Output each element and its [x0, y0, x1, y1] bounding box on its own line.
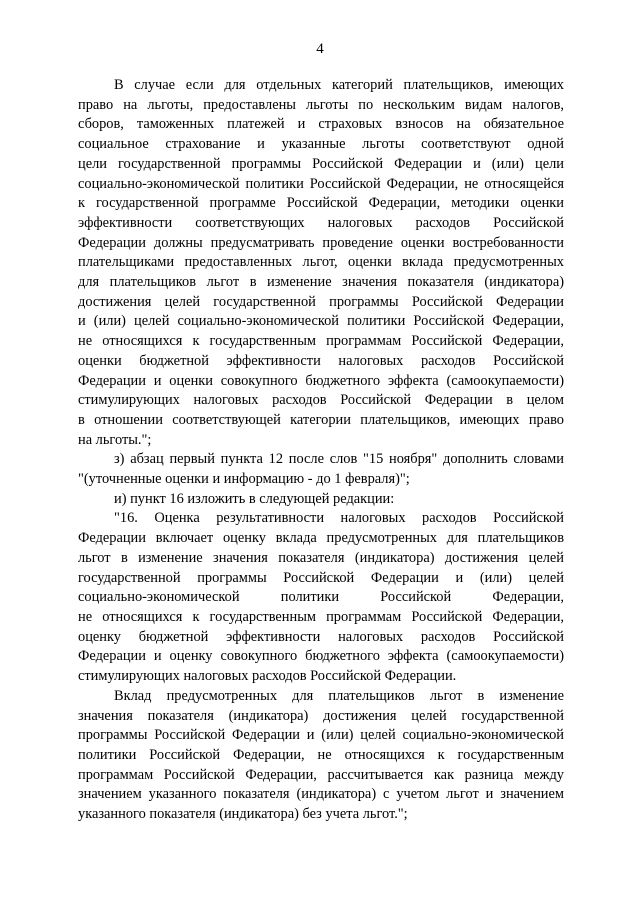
text-line: оценку бюджетной эффективности налоговых расходов Российской [78, 628, 564, 645]
page-number: 4 [316, 41, 324, 57]
text-line: Вклад предусмотренных для плательщиков льгот в изменение [114, 687, 564, 704]
paragraph [78, 450, 564, 489]
text-line: указанного показателя (индикатора) без учета льгот."; [78, 806, 408, 823]
text-line: Федерации и оценки совокупного бюджетного эффекта (самоокупаемости) [78, 372, 564, 389]
text-line: и) пункт 16 изложить в следующей редакции: [114, 490, 395, 507]
text-line: эффективности соответствующих налоговых расходов Российской [78, 214, 564, 231]
text-line: не относящихся к государственным программам Российской Федерации, [78, 608, 564, 625]
text-line: социальное страхование и указанные льготы соответствуют одной [78, 136, 564, 153]
text-line: программы Российской Федерации и (или) целей социально-экономической [78, 727, 564, 744]
text-line: государственной программы Российской Федерации и (или) целей [78, 569, 564, 586]
text-line: стимулирующих налоговых расходов Российской Федерации. [78, 668, 457, 685]
text-line: на льготы."; [78, 431, 152, 448]
text-line: право на льготы, предоставлены льготы по нескольким видам налогов, [78, 96, 564, 113]
text-line: оценки бюджетной эффективности налоговых расходов Российской [78, 352, 564, 369]
text-line: для плательщиков льгот в изменение значения показателя (индикатора) [78, 274, 564, 291]
text-line: программам Российской Федерации, рассчитывается как разница между [78, 766, 564, 783]
text-line: политики Российской Федерации, не относящихся к государственным [78, 746, 564, 763]
paragraph [78, 687, 564, 825]
text-line: В случае если для отдельных категорий плательщиков, имеющих [114, 77, 564, 93]
text-line: не относящихся к государственным программам Российской Федерации, [78, 333, 564, 350]
text-line: и (или) целей социально-экономической политики Российской Федерации, [78, 313, 564, 330]
document-body [78, 76, 564, 825]
text-line: в отношении соответствующей категории плательщиков, имеющих право [78, 411, 564, 428]
text-line: плательщиками предоставленных льгот, оценки вклада предусмотренных [78, 254, 564, 271]
text-line: Федерации включает оценку вклада предусмотренных для плательщиков [78, 530, 564, 547]
text-line: Федерации должны предусматривать проведение оценки востребованности [78, 234, 564, 251]
text-line: "(уточненные оценки и информацию - до 1 февраля)"; [78, 471, 410, 488]
paragraph [78, 76, 564, 450]
text-line: з) абзац первый пункта 12 после слов "15 ноября" дополнить словами [114, 451, 564, 468]
text-line: "16. Оценка результативности налоговых расходов Российской [114, 510, 564, 527]
paragraph [78, 490, 564, 510]
text-line: цели государственной программы Российской Федерации и (или) цели [78, 155, 564, 172]
text-line: к государственной программе Российской Федерации, методики оценки [78, 195, 564, 212]
text-line: льгот в изменение значения показателя (индикатора) достижения целей [78, 549, 564, 566]
text-line: Федерации и оценку совокупного бюджетного эффекта (самоокупаемости) [78, 648, 564, 665]
text-line: социально-экономической политики Российской Федерации, [78, 589, 564, 606]
text-line: стимулирующих налоговых расходов Российской Федерации в целом [78, 392, 564, 409]
text-line: значением указанного показателя (индикатора) с учетом льгот и значением [78, 786, 564, 803]
text-line: сборов, таможенных платежей и страховых взносов на обязательное [78, 116, 564, 133]
text-line: значения показателя (индикатора) достижения целей государственной [78, 707, 564, 724]
text-line: достижения целей государственной программы Российской Федерации [78, 293, 564, 310]
text-line: социально-экономической политики Российской Федерации, не относящейся [78, 175, 564, 192]
paragraph [78, 509, 564, 686]
